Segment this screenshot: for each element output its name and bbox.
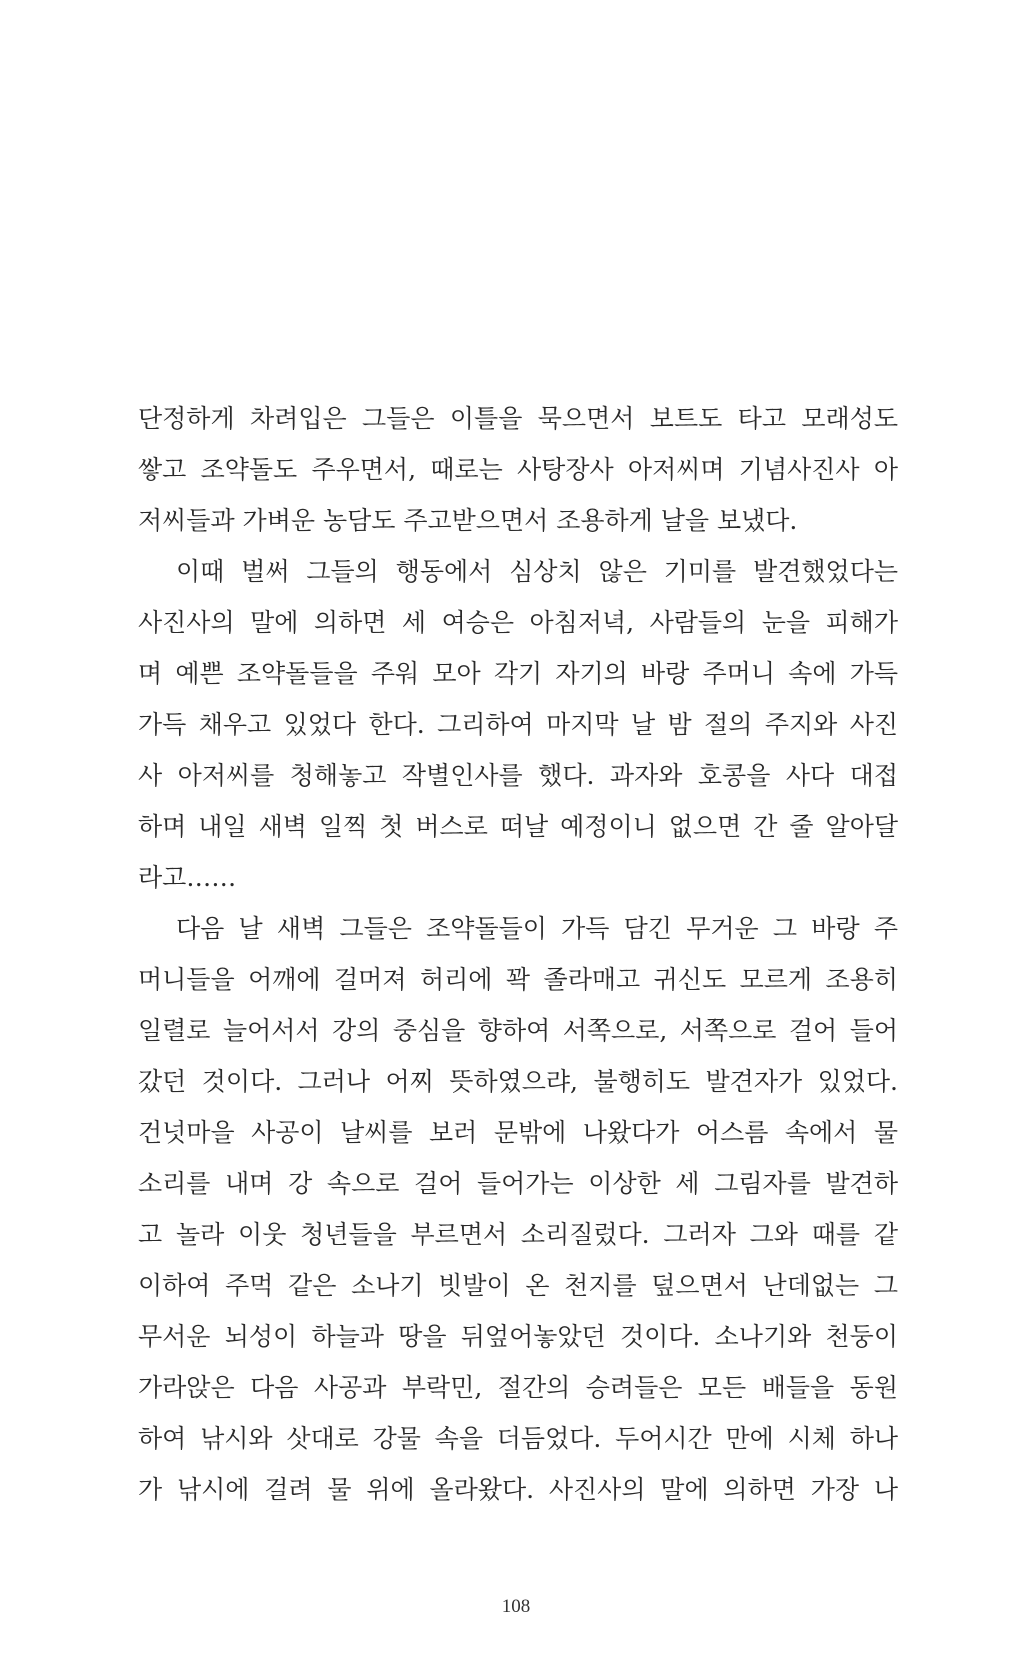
text-line: 갔던 것이다. 그러나 어찌 뜻하였으랴, 불행히도 발견자가 있었다. <box>138 1067 898 1096</box>
text-line: 이하여 주먹 같은 소나기 빗발이 온 천지를 덮으면서 난데없는 그 <box>138 1271 898 1300</box>
text-line: 소리를 내며 강 속으로 걸어 들어가는 이상한 세 그림자를 발견하 <box>138 1169 898 1198</box>
text-line: 고 놀라 이웃 청년들을 부르면서 소리질렀다. 그러자 그와 때를 같 <box>138 1220 898 1249</box>
text-line: 가득 채우고 있었다 한다. 그리하여 마지막 날 밤 절의 주지와 사진 <box>138 710 898 739</box>
text-line: 다음 날 새벽 그들은 조약돌들이 가득 담긴 무거운 그 바랑 주 <box>176 914 898 943</box>
text-line: 단정하게 차려입은 그들은 이틀을 묵으면서 보트도 타고 모래성도 <box>138 404 898 433</box>
text-line: 건넛마을 사공이 날씨를 보러 문밖에 나왔다가 어스름 속에서 물 <box>138 1118 898 1147</box>
text-line: 라고…… <box>138 863 237 892</box>
text-line: 가라앉은 다음 사공과 부락민, 절간의 승려들은 모든 배들을 동원 <box>138 1373 898 1402</box>
text-line: 쌓고 조약돌도 주우면서, 때로는 사탕장사 아저씨며 기념사진사 아 <box>138 455 898 484</box>
body-text <box>138 393 898 1515</box>
text-line: 저씨들과 가벼운 농담도 주고받으면서 조용하게 날을 보냈다. <box>138 506 798 535</box>
text-line: 가 낚시에 걸려 물 위에 올라왔다. 사진사의 말에 의하면 가장 나 <box>138 1475 898 1504</box>
text-line: 이때 벌써 그들의 행동에서 심상치 않은 기미를 발견했었다는 <box>176 557 898 586</box>
text-line: 사 아저씨를 청해놓고 작별인사를 했다. 과자와 호콩을 사다 대접 <box>138 761 898 790</box>
text-line: 며 예쁜 조약돌들을 주워 모아 각기 자기의 바랑 주머니 속에 가득 <box>138 659 898 688</box>
text-line: 무서운 뇌성이 하늘과 땅을 뒤엎어놓았던 것이다. 소나기와 천둥이 <box>138 1322 898 1351</box>
text-line: 일렬로 늘어서서 강의 중심을 향하여 서쪽으로, 서쪽으로 걸어 들어 <box>138 1016 898 1045</box>
text-line: 하며 내일 새벽 일찍 첫 버스로 떠날 예정이니 없으면 간 줄 알아달 <box>138 812 898 841</box>
text-line: 사진사의 말에 의하면 세 여승은 아침저녁, 사람들의 눈을 피해가 <box>138 608 898 637</box>
page-number: 108 <box>501 1596 531 1617</box>
text-line: 머니들을 어깨에 걸머져 허리에 꽉 졸라매고 귀신도 모르게 조용히 <box>138 965 898 994</box>
text-line: 하여 낚시와 삿대로 강물 속을 더듬었다. 두어시간 만에 시체 하나 <box>138 1424 898 1453</box>
